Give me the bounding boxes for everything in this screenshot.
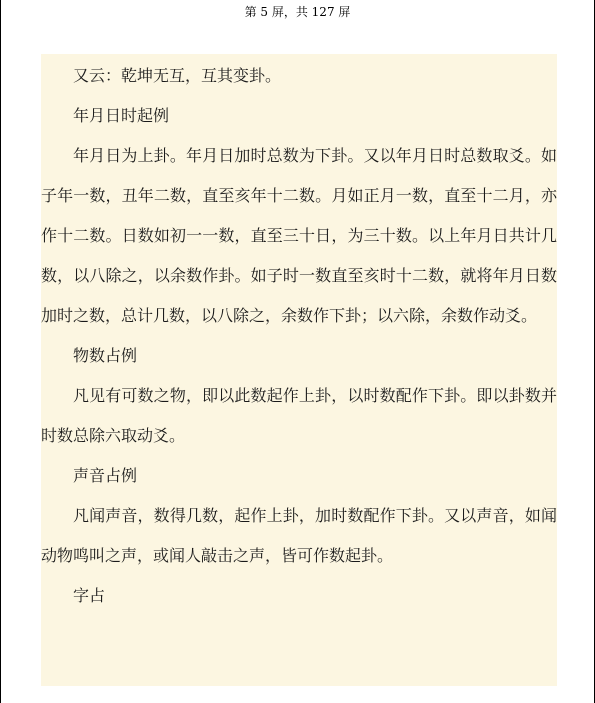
page-indicator: 第 5 屏，共 127 屏 bbox=[244, 5, 351, 19]
window-border-left bbox=[0, 0, 1, 703]
section-heading-sound: 声音占例 bbox=[73, 466, 138, 485]
section-heading-objects: 物数占例 bbox=[73, 346, 138, 365]
paragraph-time-method: 年月日为上卦。年月日加时总数为下卦。又以年月日时总数取爻。如子年一数，丑年二数，直至亥年十二数。月如正月一数，直至十二月，亦作十二数。日数如初一一数，直至三十日，为三十数。以上年月日共计几数，以八除之，以余数作卦。如子时一数直至亥时十二数，就将年月日数加时之数，总计几数，以八除之，余数作下卦；以六除，余数作动爻。 bbox=[41, 146, 557, 325]
paragraph-sound-method: 凡闻声音，数得几数，起作上卦，加时数配作下卦。又以声音，如闻动物鸣叫之声，或闻人敲击之声，皆可作数起卦。 bbox=[41, 506, 557, 565]
section-heading-time: 年月日时起例 bbox=[73, 106, 170, 125]
paragraph-intro: 又云：乾坤无互，互其变卦。 bbox=[73, 66, 282, 85]
reading-pane[interactable] bbox=[41, 54, 557, 686]
paragraph-objects-method: 凡见有可数之物，即以此数起作上卦，以时数配作下卦。即以卦数并时数总除六取动爻。 bbox=[41, 386, 557, 445]
section-heading-character: 字占 bbox=[73, 586, 106, 605]
